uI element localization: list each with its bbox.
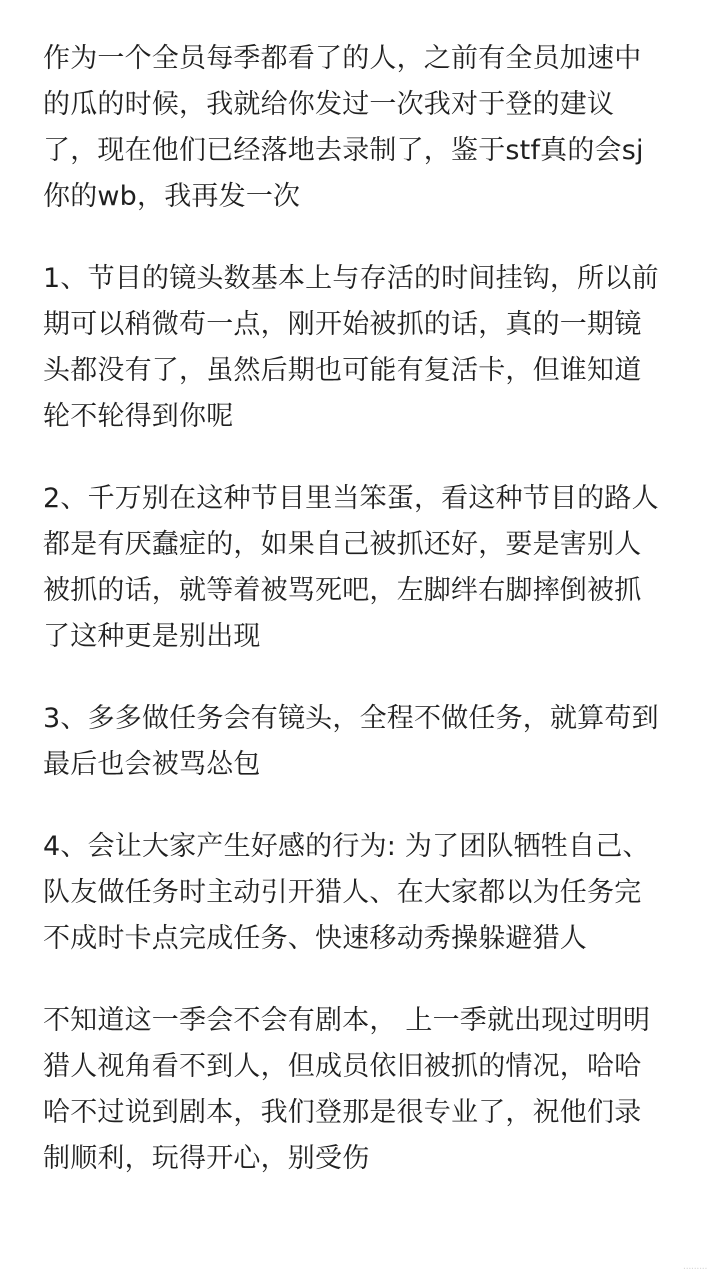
post-paragraph-intro: 作为一个全员每季都看了的人，之前有全员加速中的瓜的时候，我就给你发过一次我对于登的建议了，现在他们已经落地去录制了，鉴于stf真的会sj你的wb，我再发一次 [43,43,644,212]
post-paragraph-tip-4: 4、会让大家产生好感的行为: 为了团队牺牲自己、队友做任务时主动引开猎人、在大家都以为任务完不成时卡点完成任务、快速移动秀操躲避猎人 [43,831,650,954]
post-paragraph-tip-2: 2、千万别在这种节目里当笨蛋，看这种节目的路人都是有厌蠢症的，如果自己被抓还好，要是害别人被抓的话，就等着被骂死吧，左脚绊右脚摔倒被抓了这种更是别出现 [43,483,659,652]
post-paragraph-tip-1: 1、节目的镜头数基本上与存活的时间挂钩，所以前期可以稍微苟一点，刚开始被抓的话，真的一期镜头都没有了，虽然后期也可能有复活卡，但谁知道轮不轮得到你呢 [43,263,659,432]
watermark: ········· [682,1264,707,1275]
post-paragraph-closing: 不知道这一季会不会有剧本， 上一季就出现过明明猎人视角看不到人，但成员依旧被抓的情况，哈哈哈不过说到剧本，我们登那是很专业了，祝他们录制顺利，玩得开心，别受伤 [43,1005,651,1174]
post-paragraph-tip-3: 3、多多做任务会有镜头，全程不做任务，就算苟到最后也会被骂怂包 [43,703,659,780]
